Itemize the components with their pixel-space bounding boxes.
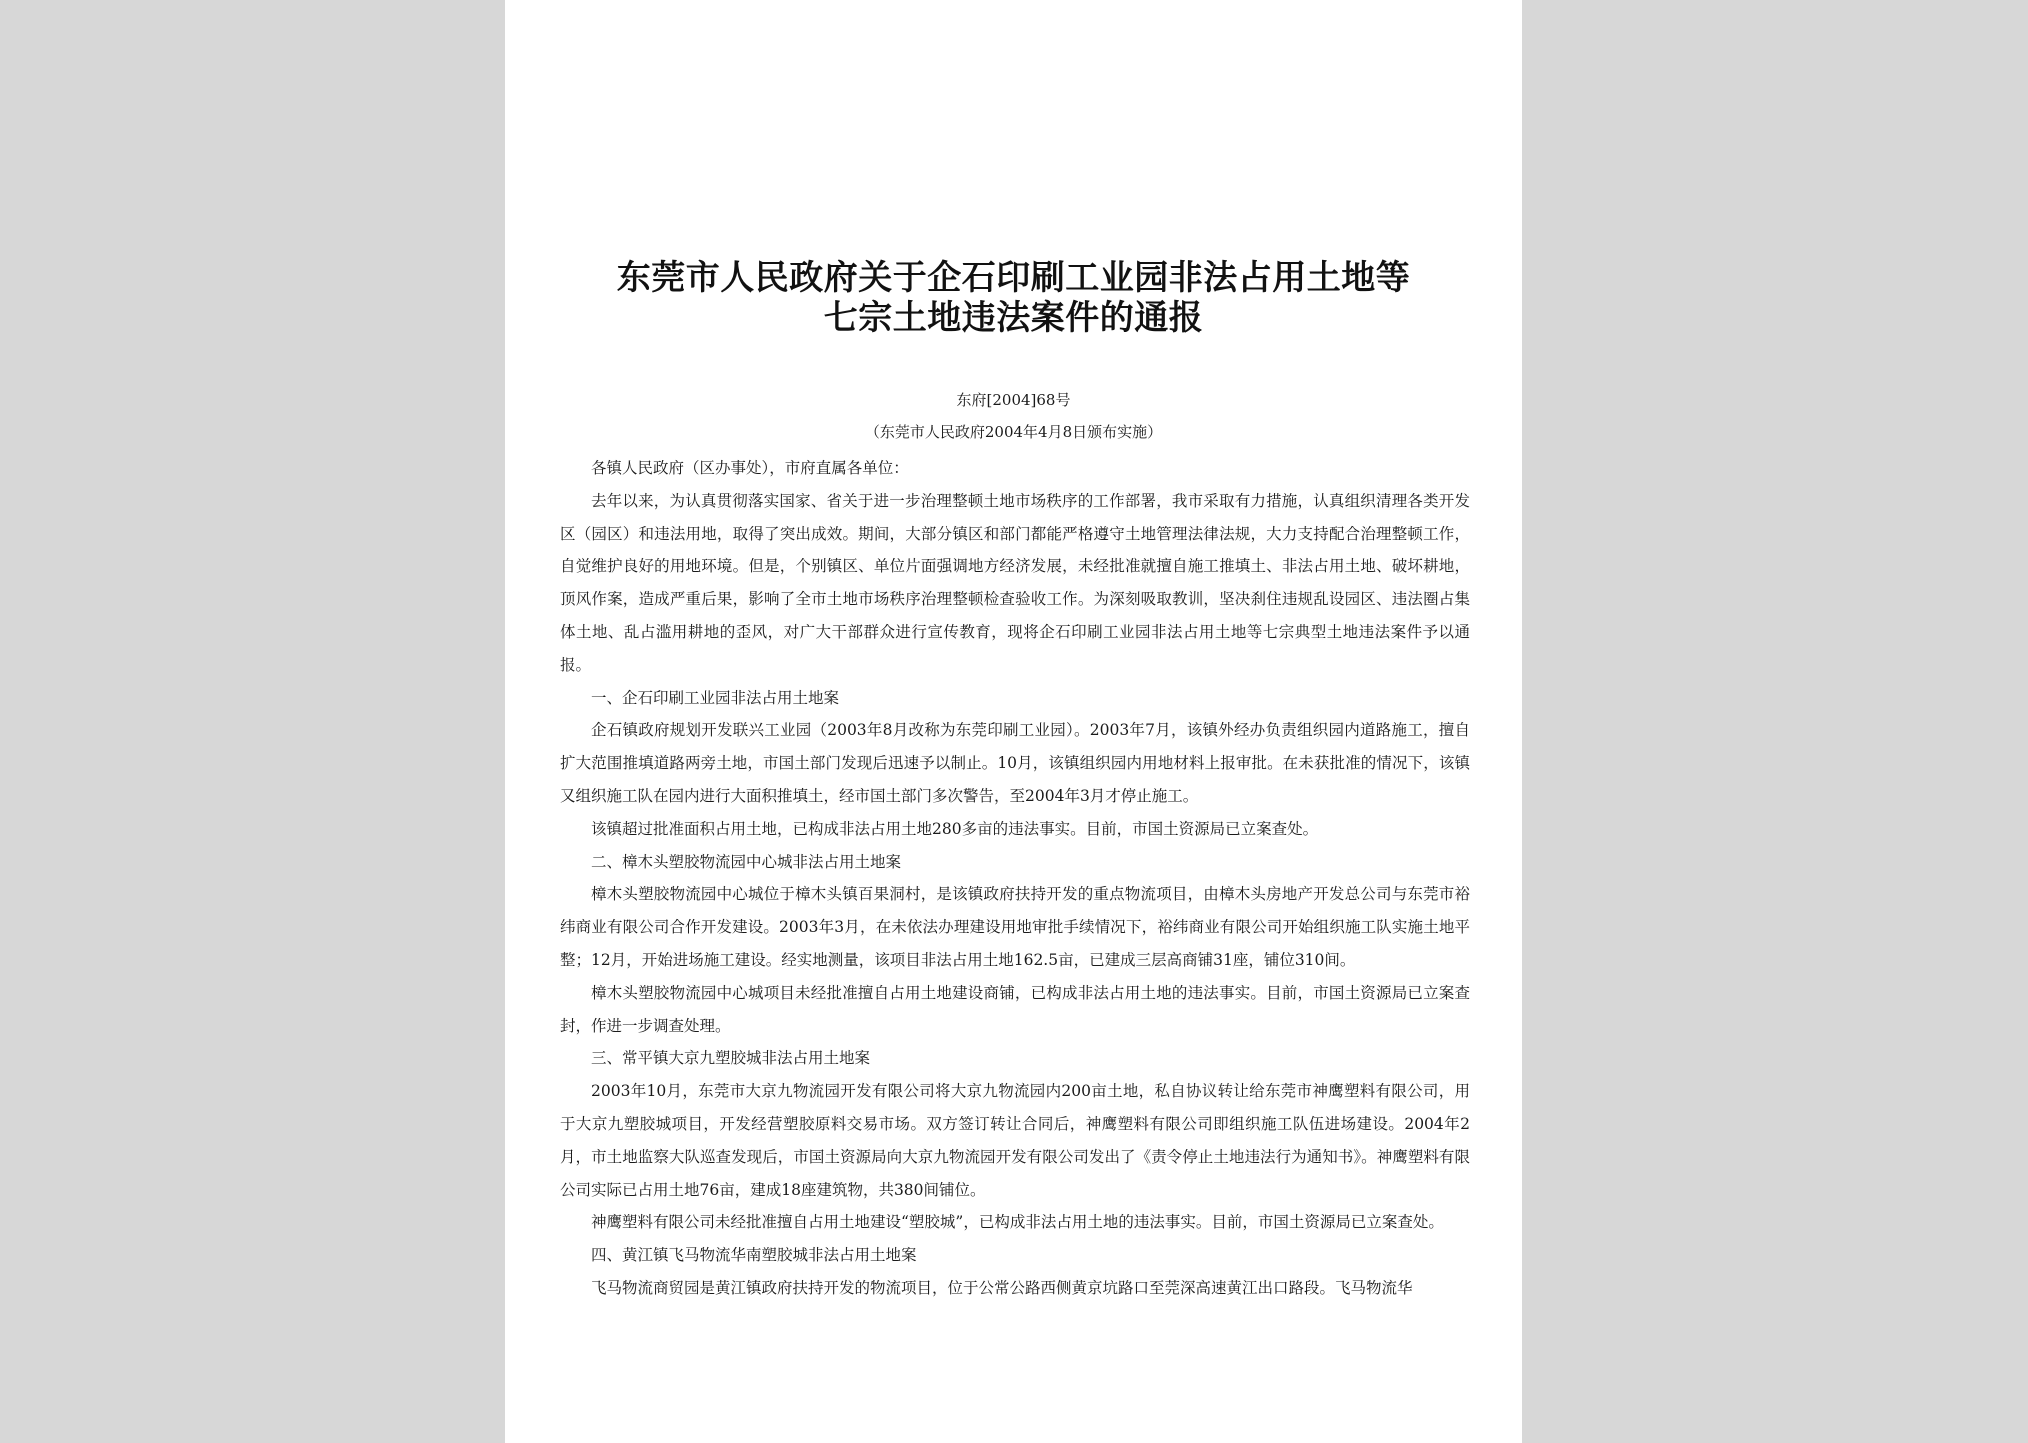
title-line-2: 七宗土地违法案件的通报 — [823, 298, 1204, 338]
section-heading: 一、企石印刷工业园非法占用土地案 — [591, 688, 840, 707]
document-title — [545, 258, 1482, 338]
paragraph: 神鹰塑料有限公司未经批准擅自占用土地建设“塑胶城”，已构成非法占用土地的违法事实。目前，市国土资源局已立案查处。 — [591, 1213, 1444, 1232]
document-number: 东府[2004]68号 — [956, 391, 1071, 409]
title-line-1: 东莞市人民政府关于企石印刷工业园非法占用土地等 — [616, 258, 1411, 298]
section-heading: 四、黄江镇飞马物流华南塑胶城非法占用土地案 — [591, 1246, 917, 1265]
paragraph: 该镇超过批准面积占用土地，已构成非法占用土地280多亩的违法事实。目前，市国土资源局已立案查处。 — [591, 819, 1319, 838]
section-heading: 二、樟木头塑胶物流园中心城非法占用土地案 — [591, 852, 902, 871]
paragraph: 樟木头塑胶物流园中心城项目未经批准擅自占用土地建设商铺，已构成非法占用土地的违法事实。目前，市国土资源局已立案查封，作进一步调查处理。 — [560, 983, 1470, 1035]
paragraph: 飞马物流商贸园是黄江镇政府扶持开发的物流项目，位于公常公路西侧黄京坑路口至莞深高速黄江出口路段。飞马物流华 — [591, 1278, 1413, 1297]
paragraph: 2003年10月，东莞市大京九物流园开发有限公司将大京九物流园内200亩土地，私自协议转让给东莞市神鹰塑料有限公司，用于大京九塑胶城项目，开发经营塑胶原料交易市场。双方签订转让合同后，神鹰塑料有限公司即组织施工队伍进场建设。2004年2月，市土地监察大队巡查发现后，市国土资源局向大京九物流园开发有限公司发出了《责令停止土地违法行为通知书》。神鹰塑料有限公司实际已占用土地76亩，建成18座建筑物，共380间铺位。 — [560, 1082, 1470, 1199]
section-heading: 三、常平镇大京九塑胶城非法占用土地案 — [591, 1049, 871, 1068]
paragraph: 企石镇政府规划开发联兴工业园（2003年8月改称为东莞印刷工业园）。2003年7月，该镇外经办负责组织园内道路施工，擅自扩大范围推填道路两旁土地，市国土部门发现后迅速予以制止。10月，该镇组织园内用地材料上报审批。在未获批准的情况下，该镇又组织施工队在园内进行大面积推填土，经市国土部门多次警告，至2004年3月才停止施工。 — [560, 721, 1470, 805]
document-body — [560, 452, 1470, 1305]
document-page — [505, 0, 1522, 1443]
paragraph: 樟木头塑胶物流园中心城位于樟木头镇百果洞村，是该镇政府扶持开发的重点物流项目，由樟木头房地产开发总公司与东莞市裕纬商业有限公司合作开发建设。2003年3月，在未依法办理建设用地审批手续情况下，裕纬商业有限公司开始组织施工队实施土地平整；12月，开始进场施工建设。经实地测量，该项目非法占用土地162.5亩，已建成三层高商铺31座，铺位310间。 — [560, 885, 1470, 969]
paragraph-salutation: 各镇人民政府（区办事处），市府直属各单位： — [591, 459, 909, 477]
paragraph: 去年以来，为认真贯彻落实国家、省关于进一步治理整顿土地市场秩序的工作部署，我市采取有力措施，认真组织清理各类开发区（园区）和违法用地，取得了突出成效。期间，大部分镇区和部门都能严格遵守土地管理法律法规，大力支持配合治理整顿工作，自觉维护良好的用地环境。但是，个别镇区、单位片面强调地方经济发展，未经批准就擅自施工推填土、非法占用土地、破坏耕地，顶风作案，造成严重后果，影响了全市土地市场秩序治理整顿检查验收工作。为深刻吸取教训，坚决刹住违规乱设园区、违法圈占集体土地、乱占滥用耕地的歪风，对广大干部群众进行宣传教育，现将企石印刷工业园非法占用土地等七宗典型土地违法案件予以通报。 — [560, 491, 1470, 674]
issue-note: （东莞市人民政府2004年4月8日颁布实施） — [864, 423, 1163, 441]
